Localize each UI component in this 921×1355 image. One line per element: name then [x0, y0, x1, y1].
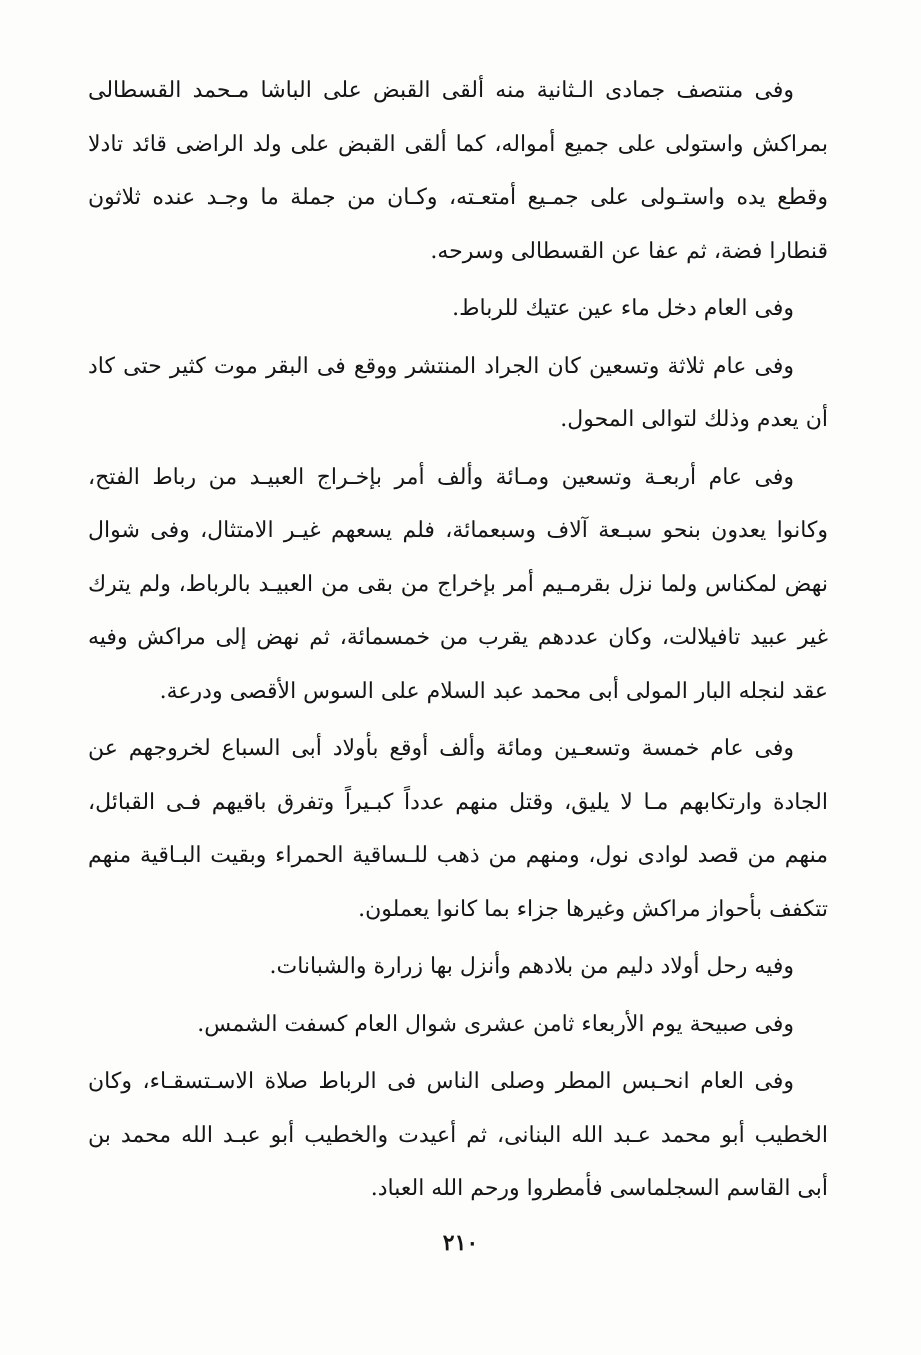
text-line: وفى صبيحة يوم الأربعاء ثامن عشرى شوال العام كسفت الشمس. [197, 1011, 794, 1037]
text-line: وفى عام ثلاثة وتسعين كان الجراد المنتشر ووقع فى البقر موت كثير حتى كاد [88, 353, 794, 379]
text-line: وفى منتصف جمادى الـثانية منه ألقى القبض على الباشا مـحمد القسطالى [88, 78, 794, 103]
paragraph [88, 451, 828, 719]
text-line: وفيه رحل أولاد دليم من بلادهم وأنزل بها زرارة والشبانات. [269, 954, 794, 979]
text-line: وفى العام دخل ماء عين عتيك للرباط. [452, 296, 794, 321]
paragraph [88, 64, 828, 278]
paragraph [88, 940, 828, 994]
paragraph [88, 340, 828, 447]
paragraph [88, 282, 828, 336]
document-body [88, 64, 828, 1216]
text-line: منهم من قصد لوادى نول، ومنهم من ذهب للـساقية الحمراء وبقيت البـاقية منهم [88, 843, 828, 868]
paragraph [88, 1055, 828, 1216]
text-line: الخطيب أبو محمد عـبد الله البنانى، ثم أعيدت والخطيب أبو عبـد الله محمد بن [88, 1122, 828, 1148]
text-line: عقد لنجله البار المولى أبى محمد عبد السلام على السوس الأقصى ودرعة. [159, 678, 828, 704]
text-line: نهض لمكناس ولما نزل بقرمـيم أمر بإخراج من بقى من العبيـد بالرباط، ولم يترك [88, 571, 828, 597]
text-line: غير عبيد تافيلالت، وكان عددهم يقرب من خمسمائة، ثم نهض إلى مراكش وفيه [88, 625, 828, 650]
text-line: أبى القاسم السجلماسى فأمطروا ورحم الله العباد. [370, 1176, 828, 1201]
text-line: وفى عام خمسة وتسعـين ومائة وألف أوقع بأولاد أبى السباع لخروجهم عن [88, 736, 794, 761]
text-line: بمراكش واستولى على جميع أمواله، كما ألقى القبض على ولد الراضى قائد تادلا [88, 131, 828, 157]
text-line: الجادة وارتكابهم مـا لا يليق، وقتل منهم عدداً كبـيراً وتفرق باقيهم فـى القبائل، [88, 789, 828, 815]
text-line: قنطارا فضة، ثم عفا عن القسطالى وسرحه. [430, 238, 828, 264]
text-line: تتكفف بأحواز مراكش وغيرها جزاء بما كانوا يعملون. [358, 896, 828, 922]
text-line: وكانوا يعدون بنحو سبـعة آلاف وسبعمائة، فلم يسعهم غيـر الامتثال، وفى شوال [88, 518, 828, 543]
paragraph [88, 722, 828, 936]
paragraph [88, 998, 828, 1052]
text-line: أن يعدم وذلك لتوالى المحول. [560, 407, 828, 432]
text-line: وفى العام انحـبس المطر وصلى الناس فى الرباط صلاة الاسـتسقـاء، وكان [88, 1069, 794, 1094]
text-line: وفى عام أربعـة وتسعين ومـائة وألف أمر بإخـراج العبيـد من رباط الفتح، [88, 464, 794, 490]
text-line: وقطع يده واستـولى على جمـيع أمتعـته، وكـان من جملة ما وجـد عنده ثلاثون [88, 185, 828, 210]
page-number: ٢١٠ [442, 1230, 479, 1256]
